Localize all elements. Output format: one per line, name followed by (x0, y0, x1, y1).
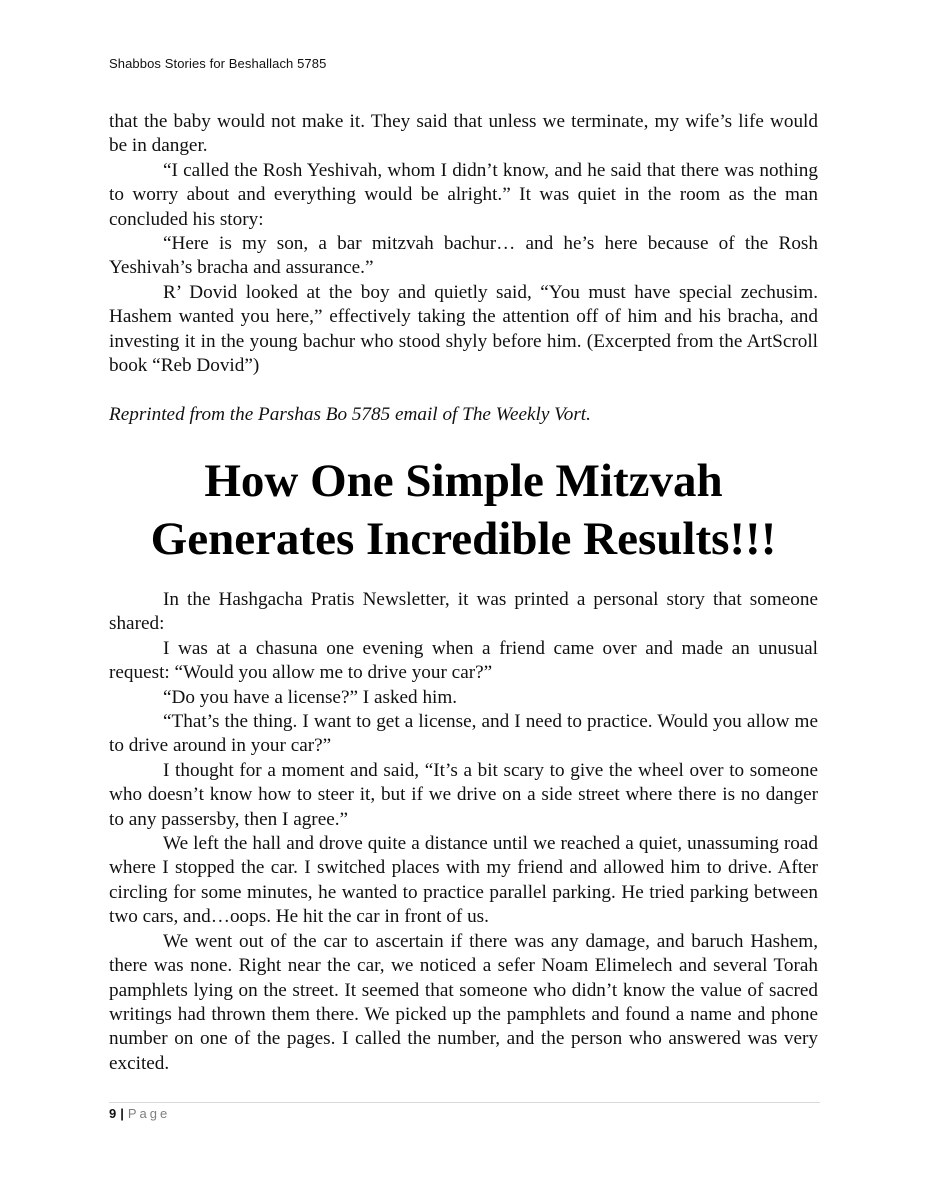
paragraph: We left the hall and drove quite a distance until we reached a quiet, unassuming road where I stopped the car. I switched places with my friend and allowed him to drive. After circling for some minutes, he wanted to practice parallel parking. He tried parking between two cars, and…oops. He hit the car in front of us. (109, 833, 818, 928)
article-body (109, 588, 818, 1076)
page-footer (109, 1106, 170, 1121)
article-title (60, 452, 867, 568)
article-title-line-2: Generates Incredible Results!!! (150, 513, 777, 565)
paragraph: “Here is my son, a bar mitzvah bachur… and he’s here because of the Rosh Yeshivah’s bracha and assurance.” (109, 233, 818, 279)
page-label: Page (127, 1106, 171, 1121)
footer-separator: | (120, 1106, 124, 1121)
footer-divider (109, 1102, 820, 1103)
paragraph: R’ Dovid looked at the boy and quietly said, “You must have special zechusim. Hashem wanted you here,” effectively taking the attention off of him and his bracha, and investing it in the young bachur who stood shyly before him. (Excerpted from the ArtScroll book “Reb Dovid”) (109, 281, 818, 377)
reprint-note: Reprinted from the Parshas Bo 5785 email of The Weekly Vort. (109, 404, 591, 425)
article-title-line-1: How One Simple Mitzvah (204, 455, 723, 507)
page-number: 9 (109, 1106, 117, 1121)
paragraph: We went out of the car to ascertain if there was any damage, and baruch Hashem, there was none. Right near the car, we noticed a sefer Noam Elimelech and several Torah pamphlets lying on the street. It seemed that someone who didn’t know the value of sacred writings had thrown them there. We picked up the pamphlets and found a name and phone number on one of the pages. I called the number, and the person who answered was very excited. (109, 930, 818, 1074)
paragraph: I was at a chasuna one evening when a friend came over and made an unusual request: “Would you allow me to drive your car?” (109, 637, 818, 684)
paragraph: In the Hashgacha Pratis Newsletter, it was printed a personal story that someone shared: (109, 589, 818, 635)
paragraph: I thought for a moment and said, “It’s a bit scary to give the wheel over to someone who doesn’t know how to steer it, but if we drive on a side street where there is no danger to any passersby, then I agree.” (109, 759, 818, 830)
running-header: Shabbos Stories for Beshallach 5785 (109, 56, 327, 71)
paragraph: “I called the Rosh Yeshivah, whom I didn’t know, and he said that there was nothing to worry about and everything would be alright.” It was quiet in the room as the man concluded his story: (109, 159, 818, 230)
paragraph: that the baby would not make it. They said that unless we terminate, my wife’s life would be in danger. (109, 111, 818, 157)
paragraph: “Do you have a license?” I asked him. (163, 686, 458, 708)
story-continuation (109, 110, 818, 378)
paragraph: “That’s the thing. I want to get a license, and I need to practice. Would you allow me to drive around in your car?” (109, 711, 818, 757)
